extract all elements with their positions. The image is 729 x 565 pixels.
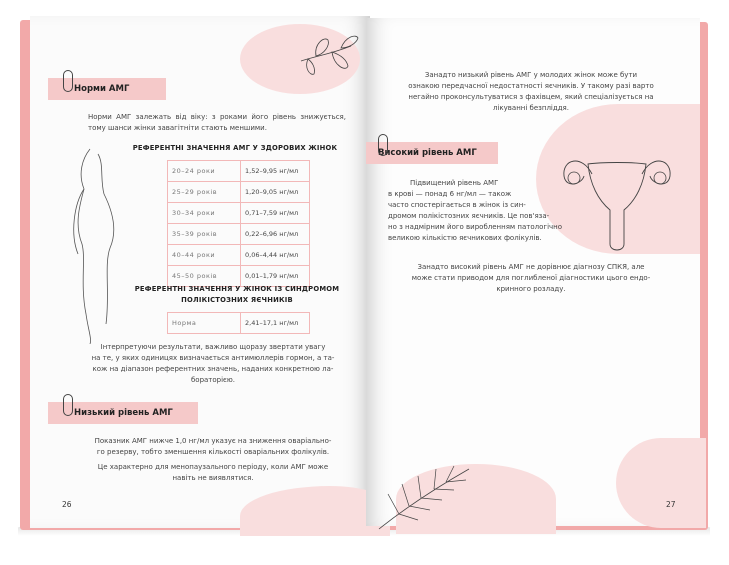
low-para2-line1: Це характерно для менопаузального періоду, коли АМГ може <box>97 463 329 471</box>
high-para2-line3: кринного розладу. <box>496 285 566 293</box>
high-para2-line2: може стати приводом для поглибленої діагностики цього ендо- <box>411 274 651 282</box>
age-cell: 25–29 років <box>168 182 241 203</box>
palm-leaf-icon <box>374 464 484 534</box>
heading-high-text: Високий рівень АМГ <box>378 148 477 158</box>
paperclip-icon <box>378 134 388 156</box>
high-para2-line1: Занадто високий рівень АМГ не дорівнює діагнозу СПКЯ, але <box>417 263 645 271</box>
left-page <box>30 16 370 528</box>
uterus-icon <box>552 134 682 264</box>
value-cell: 0,01–1,79 нг/мл <box>241 266 310 287</box>
interpret-line-2: на те, у яких одиницях визначається антимюллерів гормон, а та- <box>91 354 335 362</box>
top-line-3: негайно проконсультуватися з фахівцем, який спеціалізується на <box>408 93 654 101</box>
top-line-2: ознакою передчасної недостатності яєчників. У такому разі варто <box>408 82 654 90</box>
table-row <box>168 224 310 245</box>
paperclip-icon <box>63 394 73 416</box>
table-title: РЕФЕРЕНТНІ ЗНАЧЕННЯ АМГ У ЗДОРОВИХ ЖІНОК <box>132 144 338 152</box>
page-number-right: 27 <box>666 500 676 509</box>
age-cell: 35–39 років <box>168 224 241 245</box>
value-cell: 1,52–9,95 нг/мл <box>241 161 310 182</box>
right-page <box>366 18 700 526</box>
pcos-table <box>167 312 310 334</box>
table-row <box>168 161 310 182</box>
low-para1-line1: Показник АМГ нижче 1,0 нг/мл указує на зниження оваріально- <box>94 437 332 445</box>
high-para1-line4: дромом полікістозних яєчників. Це пов'яза- <box>388 212 550 220</box>
high-para1-line1: Підвищений рівень АМГ <box>410 179 499 187</box>
table-row <box>168 203 310 224</box>
low-para1-line2: го резерву, тобто зменшення кількості оваріальних фолікулів. <box>96 448 330 456</box>
table-row <box>168 245 310 266</box>
value-cell: 0,22–6,96 нг/мл <box>241 224 310 245</box>
pcos-title-1: РЕФЕРЕНТНІ ЗНАЧЕННЯ У ЖІНОК ІЗ СИНДРОМОМ <box>134 285 340 293</box>
interpret-line-3: кож на діапазон референтних значень, наданих конкретною ла- <box>92 365 334 373</box>
norm-value-cell: 2,41–17,1 нг/мл <box>241 313 310 334</box>
high-para1-line2: в крові — понад 6 нг/мл — також <box>388 190 512 198</box>
heading-low-text: Низький рівень АМГ <box>74 408 173 418</box>
reference-table <box>167 160 310 287</box>
female-figure-icon <box>60 144 140 344</box>
interpret-line-4: бораторією. <box>190 376 236 384</box>
top-line-4: лікуванні безпліддя. <box>493 104 569 112</box>
value-cell: 1,20–9,05 нг/мл <box>241 182 310 203</box>
page-number-left: 26 <box>62 500 72 509</box>
heading-norms-text: Норми АМГ <box>74 84 130 94</box>
high-para1-line6: великою кількістю яєчникових фолікулів. <box>388 234 542 242</box>
table-row <box>168 313 310 334</box>
high-para1-line5: но з надмірним його виробленням патологічно <box>388 223 563 231</box>
age-cell: 40–44 роки <box>168 245 241 266</box>
decor-blob <box>616 438 706 528</box>
pcos-title-2: ПОЛІКІСТОЗНИХ ЯЄЧНИКІВ <box>181 296 293 304</box>
value-cell: 0,06–4,44 нг/мл <box>241 245 310 266</box>
high-para1-line3: часто спостерігається в жінок із син- <box>388 201 526 209</box>
low-para2-line2: навіть не виявлятися. <box>172 474 254 482</box>
table-row <box>168 182 310 203</box>
norm-label-cell: Норма <box>168 313 241 334</box>
norms-intro: Норми АМГ залежать від віку: з роками його рівень знижується, тому шанси жінки завагітніти стають меншими. <box>88 113 346 132</box>
top-line-1: Занадто низький рівень АМГ у молодих жінок може бути <box>424 71 638 79</box>
age-cell: 45–50 років <box>168 266 241 287</box>
age-cell: 20–24 роки <box>168 161 241 182</box>
interpret-line-1: Інтерпретуючи результати, важливо щоразу звертати увагу <box>100 343 326 351</box>
value-cell: 0,71–7,59 нг/мл <box>241 203 310 224</box>
leaves-icon <box>296 26 366 86</box>
age-cell: 30–34 роки <box>168 203 241 224</box>
paperclip-icon <box>63 70 73 92</box>
